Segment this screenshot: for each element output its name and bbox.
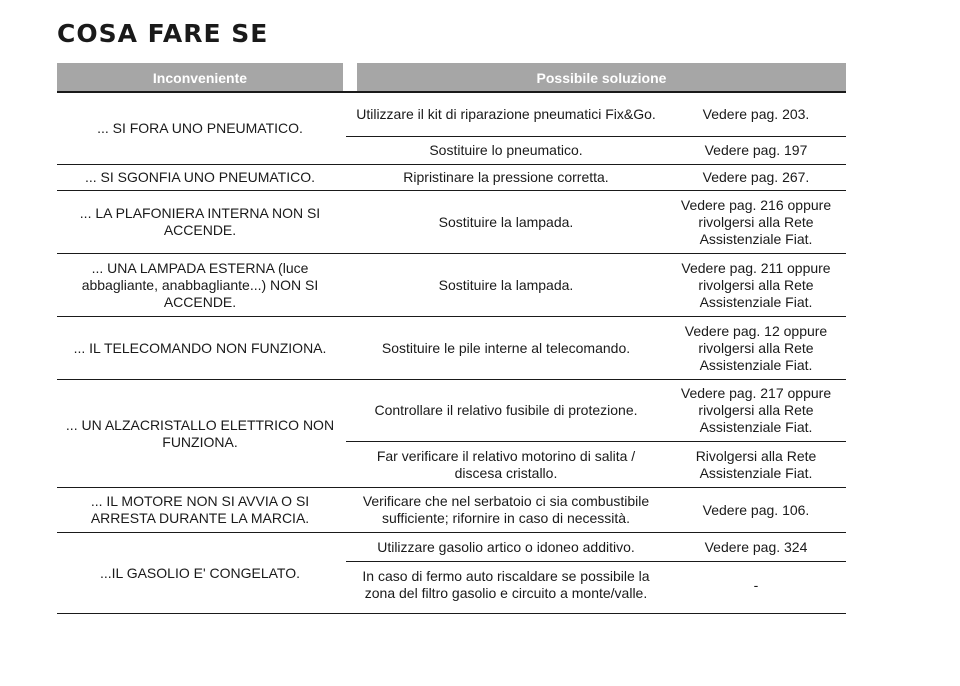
solution-cell: Ripristinare la pressione corretta.	[403, 169, 609, 185]
reference-cell: Rivolgersi alla Rete Assistenziale Fiat.	[695, 447, 817, 481]
reference-cell: Vedere pag. 211 oppure rivolgersi alla Rete Assistenziale Fiat.	[681, 259, 831, 310]
problem-cell: ...IL GASOLIO E' CONGELATO.	[99, 564, 301, 581]
solution-cell: Utilizzare gasolio artico o idoneo additivo.	[377, 538, 635, 555]
problem-cell: ... SI FORA UNO PNEUMATICO.	[97, 120, 303, 136]
reference-cell: Vedere pag. 12 oppure rivolgersi alla Rete Assistenziale Fiat.	[684, 322, 828, 373]
header-problem: Inconveniente	[57, 63, 343, 92]
problem-cell: ... UNA LAMPADA ESTERNA (luce abbagliante, anabbagliante...) NON SI ACCENDE.	[81, 259, 319, 310]
reference-cell: Vedere pag. 217 oppure rivolgersi alla Rete Assistenziale Fiat.	[680, 385, 832, 435]
reference-cell: Vedere pag. 267.	[702, 169, 810, 185]
solution-cell: Sostituire la lampada.	[438, 276, 574, 293]
reference-cell: Vedere pag. 197	[704, 142, 808, 158]
problem-cell: ... UN ALZACRISTALLO ELETTRICO NON FUNZIONA.	[65, 416, 335, 450]
solution-cell: Sostituire lo pneumatico.	[429, 142, 583, 158]
problem-cell: ... IL TELECOMANDO NON FUNZIONA.	[73, 339, 327, 356]
solution-cell: Sostituire la lampada.	[438, 213, 574, 230]
reference-cell: Vedere pag. 203.	[702, 106, 810, 122]
page-title: COSA FARE SE	[57, 19, 269, 48]
solution-cell: In caso di fermo auto riscaldare se possibile la zona del filtro gasolio e circuito a monte/valle.	[362, 568, 650, 601]
table-header	[57, 63, 846, 92]
solution-cell: Verificare che nel serbatoio ci sia combustibile sufficiente; rifornire in caso di necessità.	[362, 493, 650, 526]
table-bottom-rule	[57, 613, 846, 614]
problem-cell: ... SI SGONFIA UNO PNEUMATICO.	[85, 169, 315, 185]
header-solution: Possibile soluzione	[357, 63, 846, 92]
reference-cell: Vedere pag. 106.	[702, 501, 810, 518]
solution-cell: Controllare il relativo fusibile di protezione.	[374, 402, 638, 418]
reference-cell: -	[753, 576, 759, 593]
problem-cell: ... IL MOTORE NON SI AVVIA O SI ARRESTA DURANTE LA MARCIA.	[90, 493, 310, 526]
solution-cell: Sostituire le pile interne al telecomando.	[381, 339, 631, 356]
reference-cell: Vedere pag. 324	[704, 538, 808, 555]
solution-cell: Utilizzare il kit di riparazione pneumatici Fix&Go.	[356, 106, 656, 122]
reference-cell: Vedere pag. 216 oppure rivolgersi alla Rete Assistenziale Fiat.	[680, 196, 832, 247]
solution-cell: Far verificare il relativo motorino di salita / discesa cristallo.	[376, 447, 636, 481]
problem-cell: ... LA PLAFONIERA INTERNA NON SI ACCENDE.	[79, 205, 321, 238]
